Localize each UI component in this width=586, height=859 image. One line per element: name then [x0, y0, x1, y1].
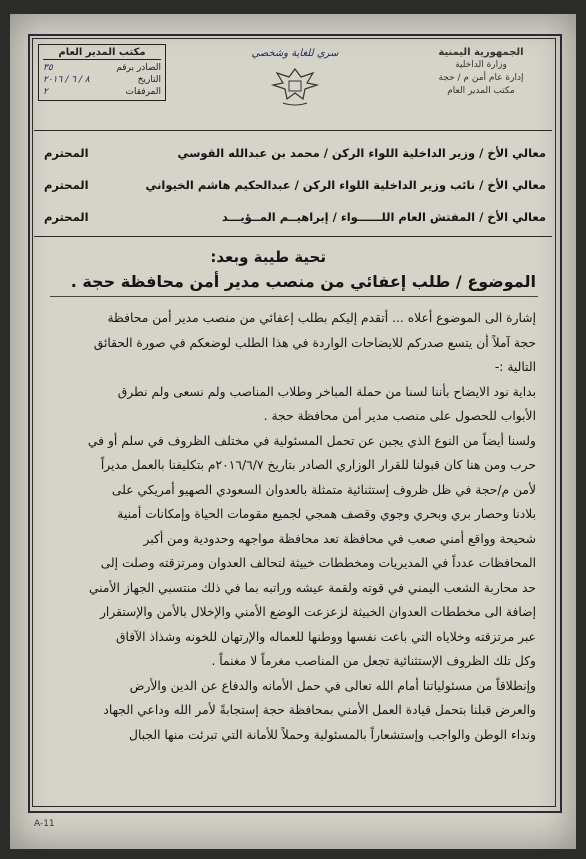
classification-note: سري للغاية وشخصي	[251, 48, 339, 59]
body-line: المحافظات عدداً في المديريات ومخططات خبيثة لتحالف العدوان ومرتزقته وصلت إلى	[100, 556, 536, 570]
body-line: بداية نود الايضاح بأننا لسنا من حملة المباخر وطلاب المناصب ولم نسعى ولم نطرق	[117, 384, 536, 399]
addressee-line	[44, 178, 546, 192]
letterhead-center	[220, 48, 370, 111]
subject-line: الموضوع / طلب إعفائي من منصب مدير أمن محافظة حجة .	[70, 272, 536, 291]
body-line: ونداء الوطن والواجب وإستشعاراً بالمسئولية وحملاً للأمانة التي تبرئت منها الجبال	[129, 727, 536, 742]
letter-page	[10, 14, 576, 849]
body-line: إشارة الى الموضوع أعلاه ... أتقدم إليكم بطلب إعفائي من منصب مدير أمن محافظة	[107, 311, 536, 325]
country-name: الجمهورية اليمنية	[438, 47, 524, 58]
stamp-title: مكتب المدير العام	[43, 47, 161, 60]
body-line: شحيحة وواقع أمني صعب في محافظة تعد محافظة مواجهه وحدودية ومن أكبر	[143, 531, 536, 546]
body-line: عبر مرتزقته وخلاياه التي باعت نفسها ووطنها للعماله والإرتهان للخونه وشذاذ الآفاق	[115, 629, 536, 644]
subject-underline	[50, 296, 538, 297]
addressee-respect: المحترم	[44, 210, 89, 224]
addressee-name: معالي الأخ / المفتش العام اللــــــواء / إبراهيــم المــؤيـــد	[221, 210, 546, 224]
addressee-line	[44, 210, 546, 224]
addressee-name: معالي الأخ / وزير الداخلية اللواء الركن / محمد بن عبدالله القوسي	[177, 146, 546, 160]
addressee-respect: المحترم	[44, 146, 89, 160]
eagle-emblem-icon	[265, 63, 325, 107]
body-line: حرب ومن هنا كان قبولنا للقرار الوزاري الصادر بتاريخ ٢٠١٦/٦/٧م بتكليفنا بالعمل مديراً	[100, 458, 536, 472]
addressee-divider	[34, 236, 552, 237]
office-name: مكتب المدير العام	[447, 86, 515, 96]
department-name: إدارة عام أمن م / حجة	[438, 73, 524, 83]
body-line: حجة آملاً أن يتسع صدركم للايضاحات الواردة في هذا الطلب لوضعكم في صورة الحقائق	[93, 335, 536, 350]
body-line: حد محاربة الشعب اليمني في قوته ولقمة عيشه وراتبه بما في ذلك منتسبي الجهاز الأمني	[88, 580, 536, 595]
body-line: بلادنا وحصار بري وبحري وجوي وقصف همجي لجميع مقومات الحياة وإمكانات أمنية	[117, 507, 536, 521]
letterhead-right	[416, 46, 546, 98]
footer-code: A-11	[34, 819, 55, 829]
body-line: وإنطلاقاً من مسئولياتنا أمام الله تعالى في حمل الأمانه والدفاع عن الدين والأرض	[129, 678, 536, 693]
body-line: الأبواب للحصول على منصب مدير أمن محافظة حجة .	[263, 409, 536, 423]
letter-body	[46, 306, 536, 747]
date-value: ٨ / ٦ / ٢٠١٦	[43, 75, 90, 85]
attachments-label: المرفقات	[125, 87, 161, 97]
body-line: ولسنا أيضاً من النوع الذي يجبن عن تحمل المسئولية في مختلف الظروف في سلم أو في	[87, 433, 536, 448]
greeting: تحية طيبة وبعد:	[210, 248, 326, 266]
body-line: لأمن م/حجة في ظل ظروف إستثنائية متمثلة بالعدوان السعودي الصهيو أمريكي على	[111, 482, 536, 497]
addressee-respect: المحترم	[44, 178, 89, 192]
outgoing-number: ٣٥	[43, 63, 53, 73]
ministry-name: وزارة الداخلية	[455, 60, 507, 70]
reference-stamp	[38, 44, 166, 101]
body-line: وكل تلك الظروف الإستثنائية تجعل من المناصب مغرماً لا مغنماً .	[211, 654, 536, 668]
addressee-line	[44, 146, 546, 160]
addressee-name: معالي الأخ / نائب وزير الداخلية اللواء الركن / عبدالحكيم هاشم الخيواني	[145, 178, 546, 192]
attachments-value: ٢	[43, 87, 48, 97]
body-line: إضافة الى مخططات العدوان الخبيثة لزعزعت الوضع الأمني والإخلال بالأمن والإستقرار	[99, 605, 536, 619]
body-line: والعرض قبلنا بتحمل قيادة العمل الأمني بمحافظة حجة إستجابةً لأمر الله وداعي الجهاد	[103, 703, 536, 717]
outgoing-label: الصادر برقم	[116, 63, 161, 73]
body-line: التالية :-	[494, 360, 536, 374]
header-divider	[34, 130, 552, 131]
date-label: التاريخ	[137, 75, 161, 85]
